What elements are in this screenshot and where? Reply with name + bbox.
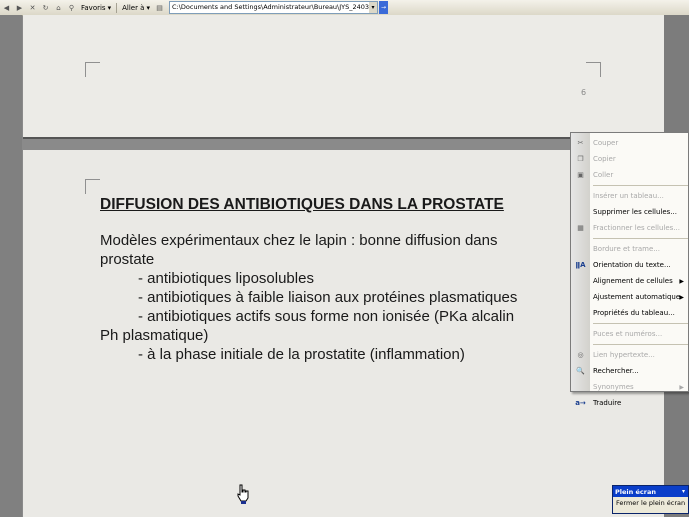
history-icon[interactable]: ▤ [156, 3, 163, 12]
paste-icon: ▣ [577, 171, 584, 179]
menu-item-bullets[interactable] [571, 326, 688, 342]
menu-separator [593, 323, 688, 324]
crop-mark [85, 62, 100, 77]
menu-item-label: Rechercher... [593, 367, 639, 375]
intro-line: Modèles expérimentaux chez le lapin : bonne diffusion dans [100, 232, 498, 249]
address-dropdown-icon[interactable]: ▾ [369, 2, 377, 13]
translate-icon: a→ [575, 399, 586, 407]
forward-icon[interactable]: ▶ [16, 3, 23, 12]
menu-item-label: Ajustement automatique [593, 293, 681, 301]
menu-item-label: Synonymes [593, 383, 634, 391]
menu-item-label: Supprimer les cellules... [593, 208, 677, 216]
submenu-arrow-icon: ▶ [679, 293, 684, 301]
back-icon[interactable]: ◀ [3, 3, 10, 12]
menu-item-borders[interactable] [571, 241, 688, 257]
browser-toolbar [0, 0, 689, 16]
menu-item-label: Propriétés du tableau... [593, 309, 675, 317]
submenu-arrow-icon: ▶ [679, 277, 684, 285]
refresh-icon[interactable]: ↻ [42, 3, 49, 12]
menu-item-label: Coller [593, 171, 614, 179]
home-icon[interactable]: ⌂ [56, 3, 61, 12]
menu-item-copy[interactable] [571, 151, 688, 167]
menu-item-translate[interactable] [571, 395, 688, 411]
page-current [23, 150, 664, 517]
page-previous [23, 15, 664, 139]
menu-item-label: Copier [593, 155, 616, 163]
menu-item-autofit[interactable] [571, 289, 688, 305]
crop-mark [85, 179, 100, 194]
favorites-label: Favoris [81, 3, 106, 12]
chevron-down-icon[interactable]: ▾ [681, 488, 685, 495]
copy-icon: ❐ [577, 155, 584, 163]
bullet-text-continued: Ph plasmatique) [100, 327, 209, 344]
close-fullscreen-button[interactable]: Fermer le plein écran [616, 499, 686, 507]
menu-item-delete-cells[interactable] [571, 204, 688, 220]
search-icon[interactable]: ⚲ [68, 3, 75, 12]
menu-item-label: Orientation du texte... [593, 261, 671, 269]
menu-item-split-cells[interactable] [571, 220, 688, 236]
goto-button[interactable] [122, 4, 150, 12]
stop-icon[interactable]: ✕ [29, 3, 36, 12]
chevron-down-icon: ▾ [107, 3, 112, 12]
address-field[interactable] [169, 1, 378, 14]
menu-separator [593, 185, 688, 186]
address-text: C:\Documents and Settings\Administrateur\Bureau\JYS_2403 [172, 3, 370, 11]
menu-item-label: Bordure et trame... [593, 245, 660, 253]
menu-item-label: Couper [593, 139, 619, 147]
split-cells-icon: ▦ [577, 224, 584, 232]
submenu-arrow-icon: ▶ [679, 383, 684, 391]
go-button[interactable]: → [379, 1, 388, 14]
text-direction-icon: ǁA [575, 261, 586, 269]
menu-separator [593, 344, 688, 345]
left-margin-strip [0, 15, 22, 517]
menu-item-label: Insérer un tableau... [593, 192, 664, 200]
crop-mark [586, 62, 601, 77]
menu-item-label: Alignement de cellules [593, 277, 673, 285]
chevron-down-icon: ▾ [146, 3, 150, 12]
menu-item-cell-alignment[interactable] [571, 273, 688, 289]
menu-item-label: Traduire [593, 399, 622, 407]
scissors-icon: ✂ [577, 139, 584, 147]
menu-item-hyperlink[interactable] [571, 347, 688, 363]
bullet-text: - antibiotiques à faible liaison aux protéines plasmatiques [138, 289, 518, 306]
fullscreen-title-bar [613, 486, 688, 497]
slide-title: DIFFUSION DES ANTIBIOTIQUES DANS LA PROSTATE [100, 196, 504, 213]
bullet-text: - à la phase initiale de la prostatite (inflammation) [138, 346, 465, 363]
menu-item-label: Lien hypertexte... [593, 351, 655, 359]
menu-item-table-properties[interactable] [571, 305, 688, 321]
research-icon: 🔍 [576, 367, 585, 375]
menu-item-synonyms[interactable] [571, 379, 688, 395]
menu-item-label: Fractionner les cellules... [593, 224, 680, 232]
favorites-button[interactable] [81, 4, 111, 12]
menu-separator [593, 238, 688, 239]
hyperlink-icon: ◎ [577, 351, 584, 359]
menu-item-research[interactable] [571, 363, 688, 379]
bullet-text: - antibiotiques liposolubles [138, 270, 314, 287]
menu-item-text-direction[interactable] [571, 257, 688, 273]
page-number: 6 [581, 88, 587, 97]
context-menu [570, 132, 689, 407]
fullscreen-title: Plein écran [615, 487, 656, 496]
intro-line: prostate [100, 251, 155, 268]
hand-cursor-icon [236, 484, 250, 504]
menu-item-cut[interactable] [571, 135, 688, 151]
fullscreen-toolbar [612, 485, 689, 514]
toolbar-divider [116, 3, 117, 13]
menu-item-label: Puces et numéros... [593, 330, 663, 338]
goto-label: Aller à [122, 3, 145, 12]
bullet-text: - antibiotiques actifs sous forme non ionisée (PKa alcalin [138, 308, 515, 325]
menu-item-insert-table[interactable] [571, 188, 688, 204]
menu-item-paste[interactable] [571, 167, 688, 183]
